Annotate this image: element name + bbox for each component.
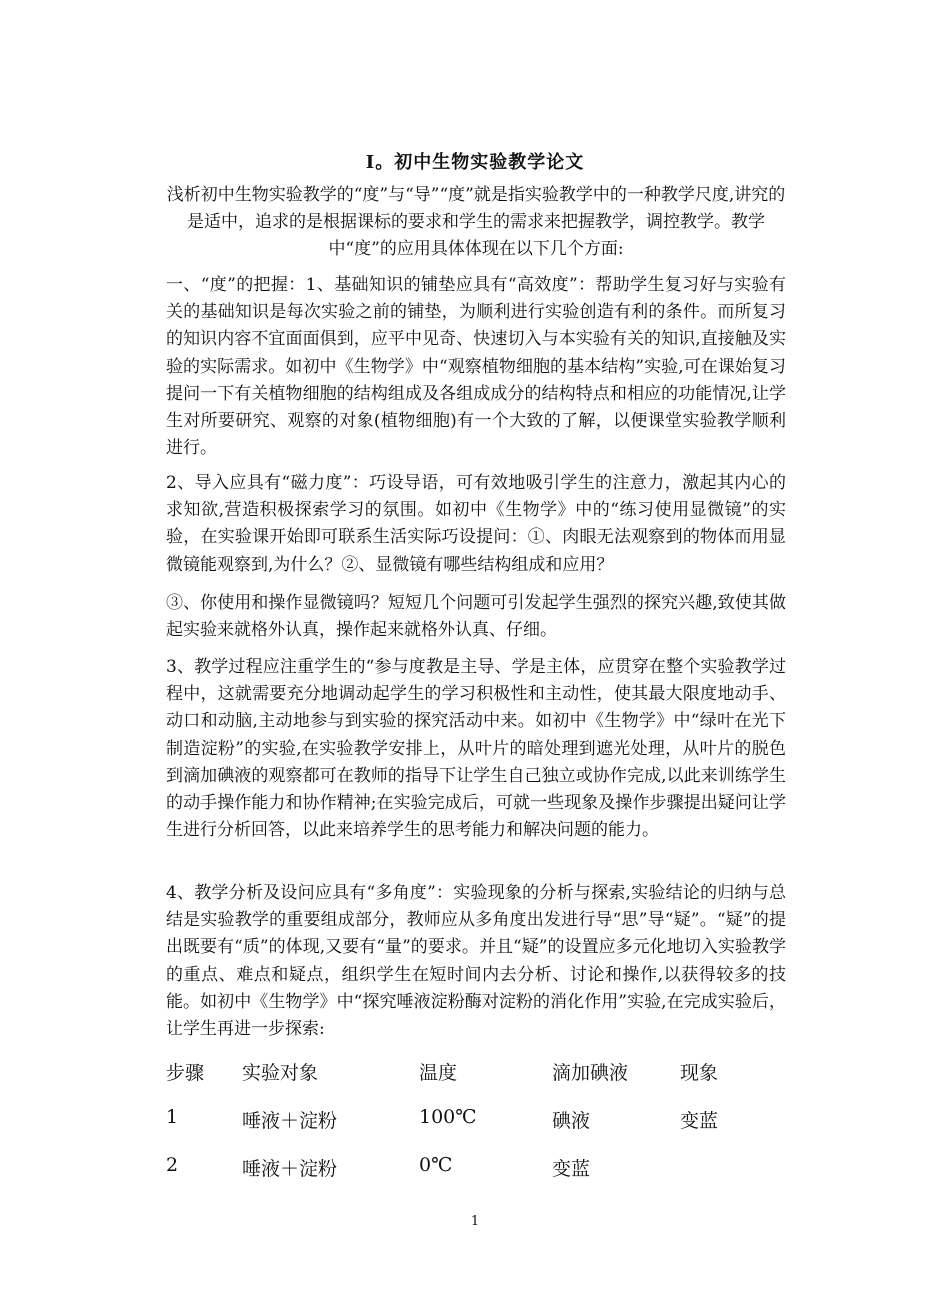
paragraph-3: ③、你使用和操作显微镜吗？短短几个问题可引发起学生强烈的探究兴趣,致使其做起实验来就格外认真，操作起来就格外认真、仔细。 bbox=[166, 593, 786, 641]
table-cell: 变蓝 bbox=[552, 1158, 591, 1180]
paragraph-4: 3、教学过程应注重学生的“参与度教是主导、学是主体，应贯穿在整个实验教学过程中，这就需要充分地调动起学生的学习积极性和主动性，使其最大限度地动手、动口和动脑,主动地参与到实验的探究活动中来。如初中《生物学》中“绿叶在光下制造淀粉”的实验,在实验教学安排上，从叶片的暗处理到遮光处理，从叶片的脱色到滴加碘液的观察都可在教师的指导下让学生自己独立或协作完成,以此来训练学生的动手操作能力和协作精神;在实验完成后，可就一些现象及操作步骤提出疑问让学生进行分析回答，以此来培养学生的思考能力和解决问题的能力。 bbox=[166, 657, 786, 841]
paragraph-1: 一、“度”的把握：1、基础知识的铺垫应具有“高效度”：帮助学生复习好与实验有关的基础知识是每次实验之前的铺垫，为顺利进行实验创造有利的条件。而所复习的知识内容不宜面面俱到，应平中见奇、快速切入与本实验有关的知识,直接触及实验的实际需求。如初中《生物学》中“观察植物细胞的基本结构”实验,可在课始复习提问一下有关植物细胞的结构组成及各组成成分的结构特点和相应的功能情况,让学生对所要研究、观察的对象(植物细胞)有一个大致的了解，以便课堂实验教学顺利进行。 bbox=[166, 275, 786, 459]
table-header-cell: 步骤 bbox=[166, 1062, 205, 1084]
table-cell: 2 bbox=[166, 1154, 179, 1176]
table-row bbox=[166, 1106, 786, 1154]
table-cell: 0℃ bbox=[419, 1154, 453, 1176]
table-cell: 唾液＋淀粉 bbox=[242, 1110, 338, 1132]
table-cell: 碘液 bbox=[552, 1110, 591, 1132]
table-header-row bbox=[166, 1058, 786, 1106]
page-number: 1 bbox=[470, 1214, 480, 1229]
table-header-cell: 温度 bbox=[419, 1062, 458, 1084]
table-header-cell: 现象 bbox=[680, 1062, 719, 1084]
table-cell: 变蓝 bbox=[680, 1110, 719, 1132]
table-cell: 1 bbox=[166, 1106, 179, 1128]
paragraph-5: 4、教学分析及设问应具有“多角度”：实验现象的分析与探索,实验结论的归纳与总结是实验教学的重要组成部分，教师应从多角度出发进行导“思”导“疑”。“疑”的提出既要有“质”的体现,又要有“量”的要求。并且“疑”的设置应多元化地切入实验教学的重点、难点和疑点，组织学生在短时间内去分析、讨论和操作,以获得较多的技能。如初中《生物学》中“探究唾液淀粉酶对淀粉的消化作用”实验,在完成实验后，让学生再进一步探索: bbox=[166, 883, 786, 1040]
intro-paragraph: 浅析初中生物实验教学的“度”与“导”“度”就是指实验教学中的一种教学尺度,讲究的是适中，追求的是根据课标的要求和学生的需求来把握教学，调控教学。教学中“度”的应用具体体现在以下几个方面: bbox=[166, 185, 786, 259]
table-row bbox=[166, 1154, 786, 1202]
table-header-cell: 实验对象 bbox=[242, 1062, 319, 1084]
paragraph-2: 2、导入应具有“磁力度”：巧设导语，可有效地吸引学生的注意力，激起其内心的求知欲,营造积极探索学习的氛围。如初中《生物学》中的“练习使用显微镜”的实验，在实验课开始即可联系生活实际巧设提问：①、肉眼无法观察到的物体而用显微镜能观察到,为什么？②、显微镜有哪些结构组成和应用？ bbox=[166, 473, 786, 575]
table-cell: 唾液＋淀粉 bbox=[242, 1158, 338, 1180]
experiment-table bbox=[166, 1058, 786, 1202]
table-header-cell: 滴加碘液 bbox=[552, 1062, 629, 1084]
table-cell: 100℃ bbox=[419, 1106, 477, 1128]
document-title: Ⅰ。初中生物实验教学论文 bbox=[365, 152, 585, 173]
